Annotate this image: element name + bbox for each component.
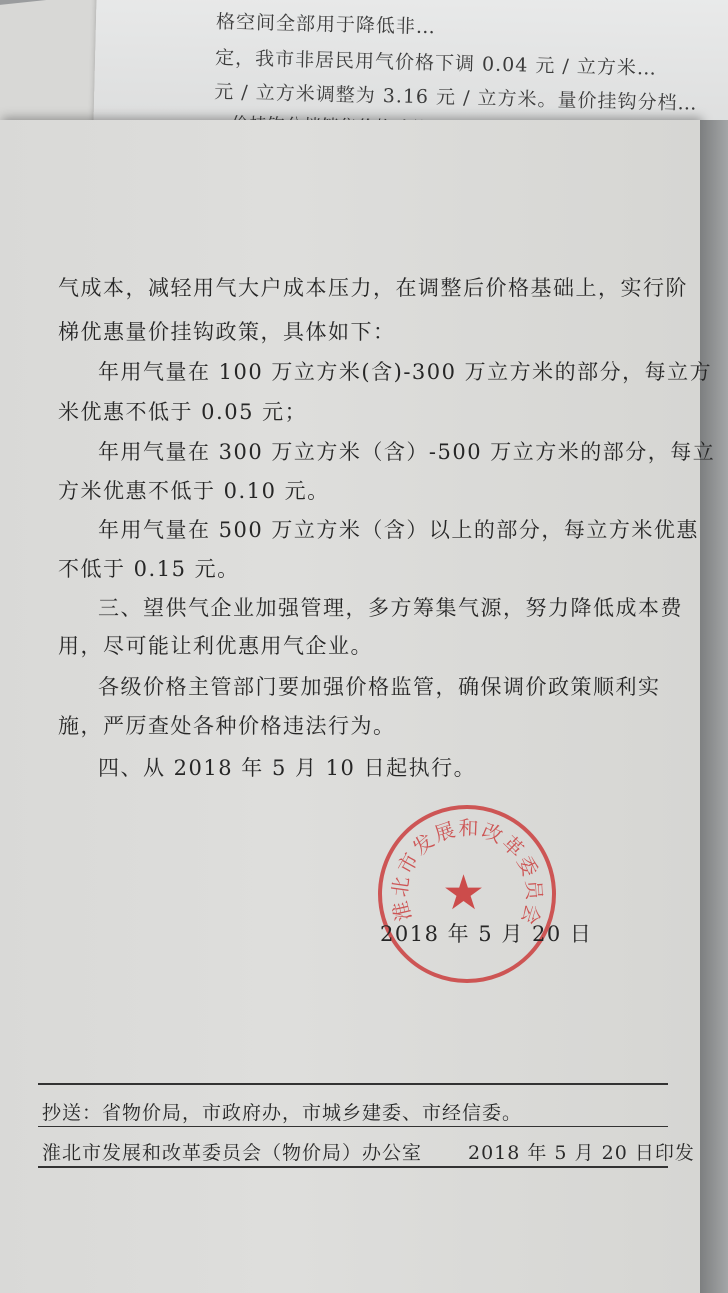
body-line: 用，尽可能让利优惠用气企业。 [58,634,373,658]
divider [38,1126,668,1127]
signature-date: 2018 年 5 月 20 日 [380,922,593,946]
back-page-line: 定，我市非居民用气价格下调 0.04 元 / 立方米… [214,46,658,80]
issue-date: 2018 年 5 月 20 日印发 [468,1142,695,1164]
divider [38,1083,668,1085]
svg-text:淮北市发展和改革委员会: 淮北市发展和改革委员会 [387,815,547,930]
body-line: 四、从 2018 年 5 月 10 日起执行。 [98,756,477,780]
body-line: 各级价格主管部门要加强价格监管，确保调价政策顺利实 [98,675,661,699]
body-line: 年用气量在 300 万立方米（含）-500 万立方米的部分，每立 [98,440,716,464]
body-line: 施，严厉查处各种价格违法行为。 [58,714,396,738]
back-page-line: 元 / 立方米调整为 3.16 元 / 立方米。量价挂钩分档… [214,80,698,115]
star-icon: ★ [442,865,486,921]
body-line: 米优惠不低于 0.05 元； [58,400,308,424]
page-edge-shadow [700,120,728,1293]
body-line: 三、望供气企业加强管理，多方筹集气源，努力降低成本费 [98,596,683,620]
body-line: 气成本，减轻用气大户成本压力，在调整后价格基础上，实行阶 [58,276,688,300]
body-line: 不低于 0.15 元。 [58,557,240,581]
body-line: 梯优惠量价挂钩政策，具体如下： [58,320,396,344]
official-seal [378,805,556,983]
body-line: 方米优惠不低于 0.10 元。 [58,479,330,503]
body-line: 年用气量在 100 万立方米(含)-300 万立方米的部分，每立方 [98,360,713,384]
body-line: 年用气量在 500 万立方米（含）以上的部分，每立方米优惠 [98,518,699,542]
issuer-line: 淮北市发展和改革委员会（物价局）办公室 [42,1142,423,1164]
divider [38,1166,668,1168]
back-page-line: 格空间全部用于降低非… [215,10,437,39]
cc-line: 抄送：省物价局，市政府办，市城乡建委、市经信委。 [42,1102,523,1124]
